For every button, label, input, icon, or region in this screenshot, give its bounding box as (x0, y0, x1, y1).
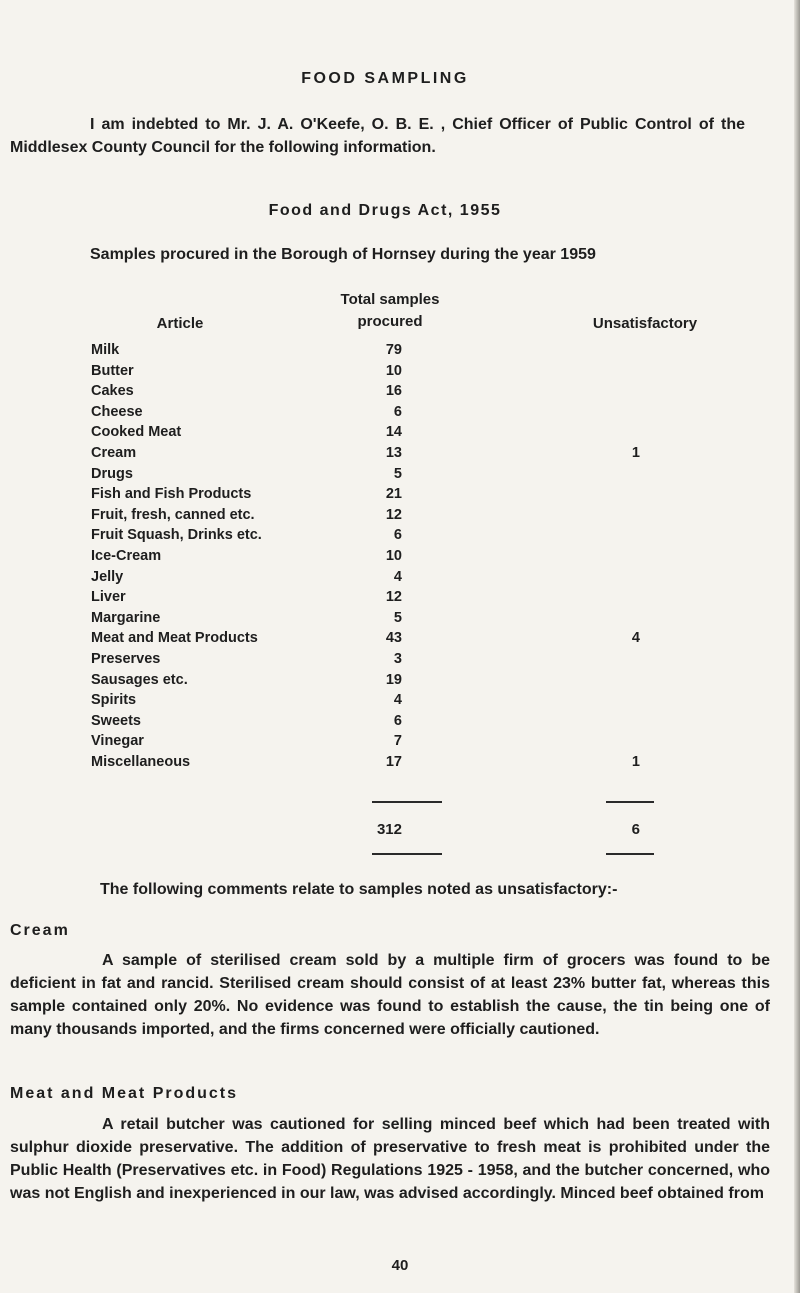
total-cell: 6 (393, 403, 402, 420)
cream-paragraph (10, 949, 770, 1041)
table-row (0, 589, 800, 609)
table-row (0, 424, 800, 444)
table-row (0, 610, 800, 630)
article-cell: Cooked Meat (91, 424, 182, 441)
article-cell: Cheese (91, 403, 143, 420)
unsat-cell: 1 (631, 445, 640, 461)
unsat-rule-bottom (606, 853, 654, 855)
article-cell: Ice-Cream (91, 548, 162, 564)
unsat-rule-top (606, 801, 654, 803)
table-row (0, 507, 800, 527)
total-unsatisfactory: 6 (631, 821, 640, 838)
article-cell: Drugs (91, 465, 133, 482)
samples-caption-text: Samples procured in the Borough of Hornsey during the year 1959 (90, 246, 596, 263)
intro-paragraph (10, 113, 745, 159)
table-row (0, 692, 800, 712)
table-row (0, 486, 800, 506)
comments-intro (100, 878, 780, 901)
total-cell: 12 (385, 589, 402, 606)
total-cell: 16 (385, 383, 402, 400)
cream-text: A sample of sterilised cream sold by a multiple firm of grocers was found to be deficient in fat and rancid. Sterilised cream should consist of at least 23% butter fat, whereas this sample contained only 20%. No evidence was found to establish the cause, the tin being one of many thousands imported, and the firms concerned were officially cautioned. (10, 952, 770, 1038)
total-rule-bottom (372, 853, 442, 855)
total-cell: 19 (385, 671, 402, 688)
total-cell: 14 (385, 424, 402, 441)
col-header-total: Total samples procured (340, 291, 440, 330)
total-samples: 312 (376, 821, 402, 838)
table-row (0, 363, 800, 383)
meat-paragraph (10, 1113, 770, 1205)
article-cell: Cakes (91, 383, 134, 400)
article-cell: Preserves (91, 651, 161, 667)
cream-heading: Cream (10, 922, 70, 939)
table-row (0, 713, 800, 733)
unsat-cell: 4 (631, 630, 640, 647)
article-cell: Jelly (91, 568, 124, 585)
article-cell: Cream (91, 445, 137, 461)
comments-intro-text: The following comments relate to samples noted as unsatisfactory:- (100, 881, 618, 898)
total-rule-top (372, 801, 442, 803)
meat-text: A retail butcher was cautioned for selling minced beef which had been treated with sulphur dioxide preservative. The addition of preservative to fresh meat is prohibited under the Public Health (Preservatives etc. in Food) Regulations 1925 - 1958, and the butcher concerned, who was not English and inexperienced in our law, was advised accordingly. Minced beef obtained from (10, 1116, 770, 1202)
col-header-unsatisfactory: Unsatisfactory (592, 315, 698, 332)
total-cell: 6 (393, 527, 402, 544)
intro-text: I am indebted to Mr. J. A. O'Keefe, O. B. E. , Chief Officer of Public Control of the Middlesex County Council for the following information. (10, 116, 745, 156)
page-title: FOOD SAMPLING (301, 70, 469, 87)
table-row (0, 548, 800, 568)
table-row (0, 733, 800, 753)
table-row (0, 754, 800, 774)
total-cell: 43 (385, 630, 402, 647)
table-row (0, 527, 800, 547)
total-cell: 79 (385, 342, 402, 358)
total-cell: 21 (385, 486, 402, 503)
total-cell: 17 (385, 754, 402, 770)
meat-heading: Meat and Meat Products (10, 1085, 239, 1102)
table-row (0, 466, 800, 486)
article-cell: Milk (91, 342, 120, 358)
act-heading: Food and Drugs Act, 1955 (268, 202, 502, 219)
table-row (0, 342, 800, 362)
article-cell: Spirits (91, 692, 137, 709)
total-cell: 4 (393, 692, 402, 709)
table-row (0, 651, 800, 671)
total-cell: 13 (385, 445, 402, 461)
table-row (0, 445, 800, 465)
table-row (0, 404, 800, 424)
col-header-article: Article (156, 315, 204, 332)
total-cell: 6 (393, 712, 402, 729)
article-cell: Vinegar (91, 733, 144, 750)
samples-caption (90, 243, 770, 266)
total-cell: 7 (393, 733, 402, 750)
total-cell: 3 (393, 651, 402, 667)
table-row (0, 672, 800, 692)
total-cell: 5 (393, 609, 402, 626)
total-cell: 10 (385, 362, 402, 379)
article-cell: Margarine (91, 609, 161, 626)
article-cell: Miscellaneous (91, 754, 191, 770)
article-cell: Sweets (91, 712, 141, 729)
article-cell: Sausages etc. (91, 671, 188, 688)
article-cell: Fruit, fresh, canned etc. (91, 506, 255, 523)
page-number: 40 (391, 1257, 409, 1274)
article-cell: Meat and Meat Products (91, 630, 258, 647)
article-cell: Butter (91, 362, 134, 379)
table-row (0, 630, 800, 650)
total-cell: 5 (393, 465, 402, 482)
article-cell: Liver (91, 589, 126, 606)
total-cell: 4 (393, 568, 402, 585)
total-cell: 10 (385, 548, 402, 564)
article-cell: Fruit Squash, Drinks etc. (91, 527, 262, 544)
article-cell: Fish and Fish Products (91, 486, 252, 503)
table-row (0, 383, 800, 403)
total-cell: 12 (385, 506, 402, 523)
unsat-cell: 1 (631, 754, 640, 770)
table-row (0, 569, 800, 589)
